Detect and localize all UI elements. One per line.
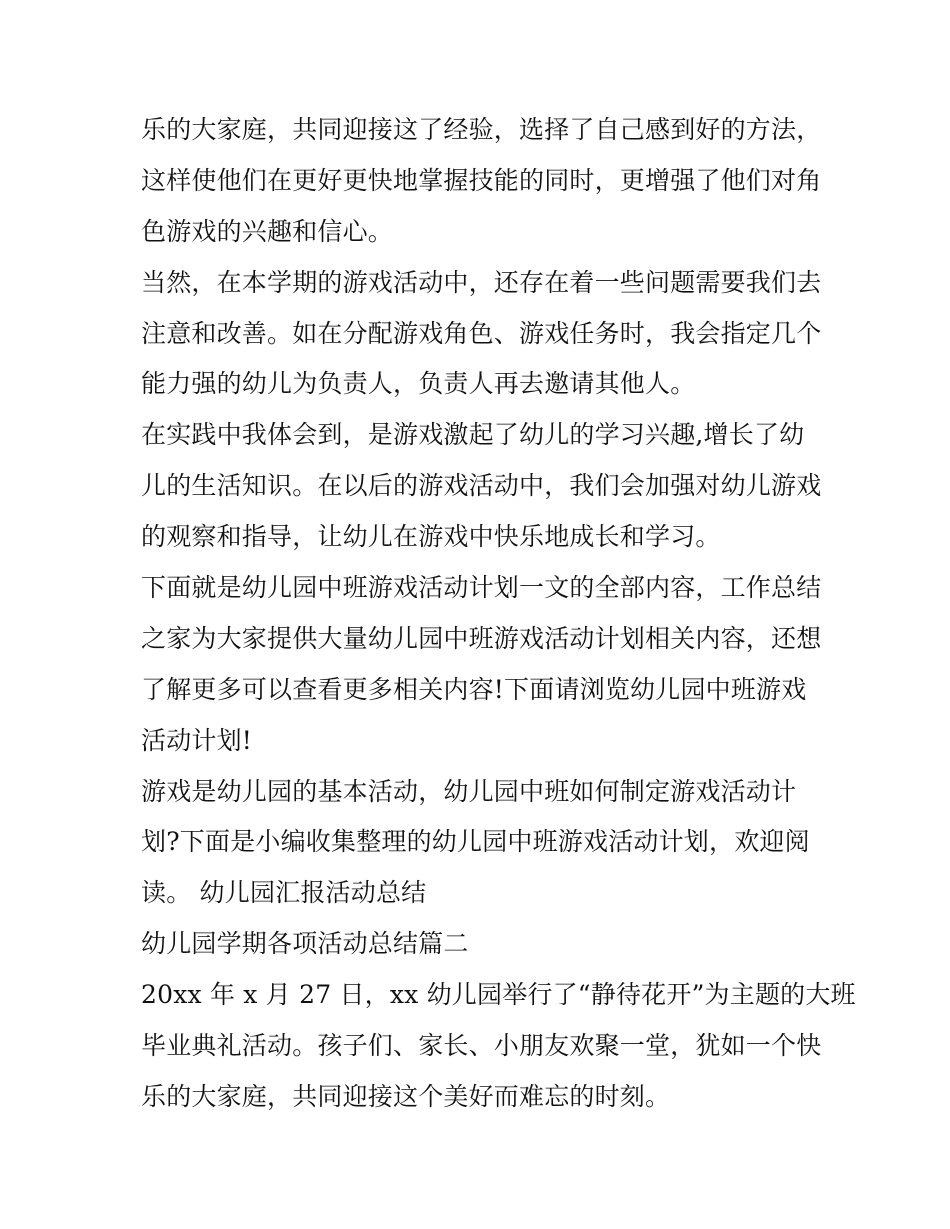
text-line: 读。 幼儿园汇报活动总结 [141,878,427,908]
text-line: 色游戏的兴趣和信心。 [141,216,394,246]
text-line: 活动计划! [141,725,253,755]
text-line: 当然，在本学期的游戏活动中，还存在着一些问题需要我们去 [141,267,822,297]
text-line: 注意和改善。如在分配游戏角色、游戏任务时，我会指定几个 [141,318,822,348]
text-line: 下面就是幼儿园中班游戏活动计划一文的全部内容，工作总结 [141,573,822,603]
text-line: 之家为大家提供大量幼儿园中班游戏活动计划相关内容，还想 [141,623,822,653]
text-line: 的观察和指导，让幼儿在游戏中快乐地成长和学习。 [141,522,721,552]
text-line: 乐的大家庭，共同迎接这个美好而难忘的时刻。 [141,1081,671,1111]
text-line: 儿的生活知识。在以后的游戏活动中，我们会加强对幼儿游戏 [141,471,822,501]
document-body [141,105,856,1123]
section-heading: 幼儿园学期各项活动总结篇二 [141,929,469,959]
text-line: 游戏是幼儿园的基本活动，幼儿园中班如何制定游戏活动计 [141,776,797,806]
text-line: 乐的大家庭，共同迎接这了经验，选择了自己感到好的方法， [141,115,822,144]
text-line: 划?下面是小编收集整理的幼儿园中班游戏活动计划，欢迎阅 [141,827,810,857]
text-line: 这样使他们在更好更快地掌握技能的同时，更增强了他们对角 [141,165,822,195]
text-line: 在实践中我体会到，是游戏激起了幼儿的学习兴趣,增长了幼 [141,420,805,450]
text-line: 能力强的幼儿为负责人，负责人再去邀请其他人。 [141,369,696,399]
text-line: 20xx 年 x 月 27 日，xx 幼儿园举行了“静待花开”为主题的大班 [141,980,856,1010]
text-line: 了解更多可以查看更多相关内容!下面请浏览幼儿园中班游戏 [141,674,807,704]
text-line: 毕业典礼活动。孩子们、家长、小朋友欢聚一堂，犹如一个快 [141,1031,822,1061]
